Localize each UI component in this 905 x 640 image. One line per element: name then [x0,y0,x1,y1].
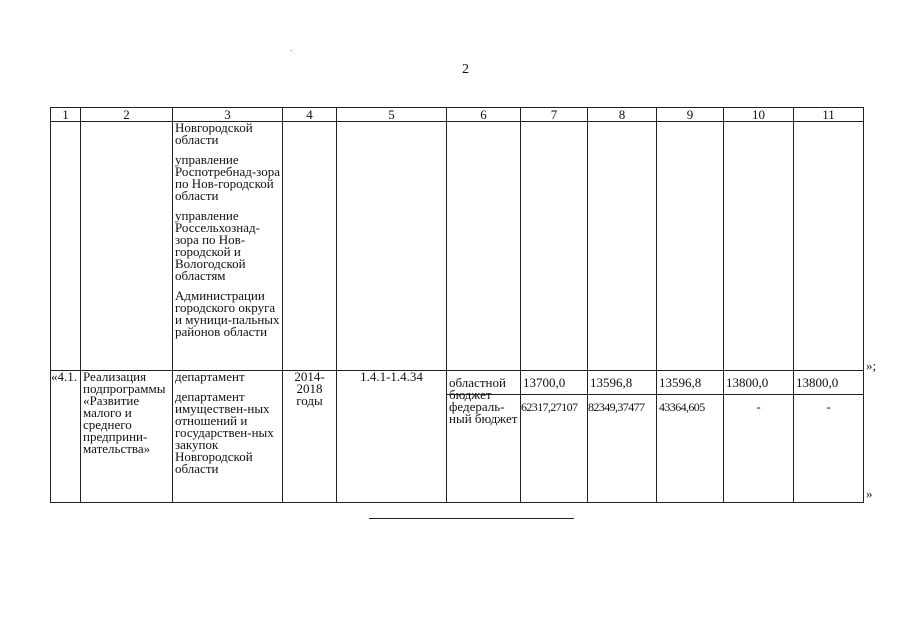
value-cell: 13700,0 [521,371,587,395]
cont-cell-4 [283,122,337,371]
closing-quote-mark: » [866,486,873,501]
cont-cell-7 [521,122,588,371]
header-cell-9: 9 [657,108,724,122]
cont-cell-10 [724,122,794,371]
cont-cell-11 [794,122,864,371]
header-cell-10: 10 [724,108,794,122]
program-table [50,107,864,503]
year-2015-cell [588,371,657,503]
scan-speck [291,50,292,51]
header-row [51,108,864,122]
cont-cell-executors [173,122,283,371]
value-cell: 62317,27107 [521,400,578,414]
header-cell-1: 1 [51,108,81,122]
cont-cell-9 [657,122,724,371]
source-name: федераль-ный бюджет [449,399,518,426]
executor-text: департамент [175,369,245,384]
row-executors [173,371,283,503]
executor-text: департамент имуществен-ных отношений и государствен-ных закупок Новгородской области [175,389,274,476]
year-2016-cell [657,371,724,503]
closing-quote-mark: »; [866,358,877,373]
header-cell-6: 6 [447,108,521,122]
funding-source-cell [447,371,521,503]
agency-text: Новгородской области [175,120,253,147]
value-cell: 82349,37477 [588,400,645,414]
cont-cell-6 [447,122,521,371]
row-period: 2014-2018 годы [283,371,337,503]
cont-cell-2 [81,122,173,371]
header-cell-4: 4 [283,108,337,122]
value-cell: 13596,8 [588,371,656,395]
value-cell: 13800,0 [794,371,863,395]
row-targets: 1.4.1-1.4.34 [337,371,447,503]
row-name: Реализация подпрограммы «Развитие малого и среднего предприни-мательства» [81,371,173,503]
header-cell-11: 11 [794,108,864,122]
header-cell-2: 2 [81,108,173,122]
source-name: областной бюджет [447,371,520,395]
value-cell: 13800,0 [724,371,793,395]
continuation-row [51,122,864,371]
agency-text: Администрации городского округа и муници-пальных районов области [175,288,280,339]
header-cell-5: 5 [337,108,447,122]
value-cell: 13596,8 [657,371,723,395]
agency-text: управление Роспотребнад-зора по Нов-городской области [175,152,281,203]
year-2017-cell [724,371,794,503]
row-number: «4.1. [51,371,81,503]
value-cell: - [756,399,761,414]
year-2014-cell [521,371,588,503]
bottom-rule [369,518,574,519]
agency-text: управление Россельхознад-зора по Нов-городской и Вологодской областям [175,208,260,283]
value-cell: - [826,399,831,414]
table-row [51,371,864,503]
header-cell-7: 7 [521,108,588,122]
cont-cell-8 [588,122,657,371]
cont-cell-1 [51,122,81,371]
page-number: 2 [462,62,469,77]
header-cell-8: 8 [588,108,657,122]
value-cell: 43364,605 [659,400,705,414]
cont-cell-5 [337,122,447,371]
year-2018-cell [794,371,864,503]
header-cell-3: 3 [173,108,283,122]
